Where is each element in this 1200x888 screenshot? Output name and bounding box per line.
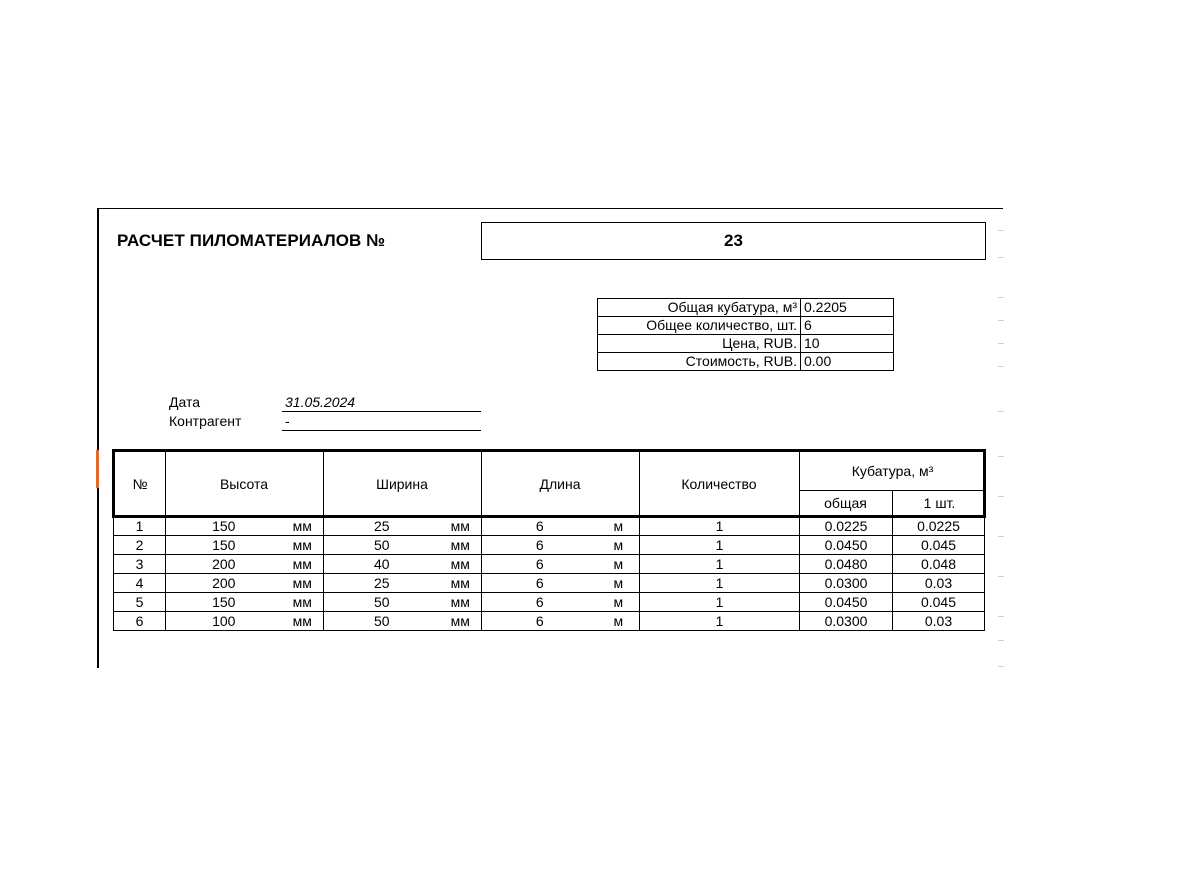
volume-total-value[interactable]: 0.0450	[800, 536, 893, 555]
length-unit[interactable]: м	[598, 593, 640, 612]
row-number[interactable]: 5	[114, 593, 166, 612]
document-number-cell[interactable]	[481, 222, 986, 260]
length-value[interactable]: 6	[482, 536, 598, 555]
width-unit[interactable]: мм	[440, 612, 482, 631]
summary-label: Общая кубатура, м³	[598, 299, 801, 317]
counterparty-label: Контрагент	[169, 413, 242, 429]
summary-label: Стоимость, RUB.	[598, 353, 801, 371]
quantity-value[interactable]: 1	[640, 574, 800, 593]
length-value[interactable]: 6	[482, 593, 598, 612]
width-unit[interactable]: мм	[440, 593, 482, 612]
volume-unit-value[interactable]: 0.048	[893, 555, 985, 574]
summary-row	[598, 353, 894, 371]
header-volume-unit: 1 шт.	[923, 495, 956, 511]
length-value[interactable]: 6	[482, 517, 598, 536]
table-row	[114, 574, 985, 593]
length-unit[interactable]: м	[598, 574, 640, 593]
row-number[interactable]: 6	[114, 612, 166, 631]
height-unit[interactable]: мм	[282, 574, 324, 593]
height-unit[interactable]: мм	[282, 612, 324, 631]
summary-value[interactable]: 0.00	[801, 353, 894, 371]
summary-row	[598, 299, 894, 317]
summary-row	[598, 335, 894, 353]
volume-total-value[interactable]: 0.0300	[800, 612, 893, 631]
header-volume: Кубатура, м³	[851, 463, 934, 479]
table-row	[114, 555, 985, 574]
quantity-value[interactable]: 1	[640, 612, 800, 631]
volume-unit-value[interactable]: 0.03	[893, 574, 985, 593]
quantity-value[interactable]: 1	[640, 517, 800, 536]
header-height: Высота	[219, 475, 269, 492]
volume-unit-value[interactable]: 0.03	[893, 612, 985, 631]
summary-row	[598, 317, 894, 335]
row-number[interactable]: 2	[114, 536, 166, 555]
height-unit[interactable]: мм	[282, 517, 324, 536]
width-value[interactable]: 50	[324, 536, 440, 555]
width-value[interactable]: 40	[324, 555, 440, 574]
quantity-value[interactable]: 1	[640, 555, 800, 574]
height-value[interactable]: 150	[166, 536, 282, 555]
width-unit[interactable]: мм	[440, 574, 482, 593]
counterparty-field[interactable]: -	[282, 413, 481, 431]
summary-label: Общее количество, шт.	[598, 317, 801, 335]
summary-label: Цена, RUB.	[598, 335, 801, 353]
volume-total-value[interactable]: 0.0300	[800, 574, 893, 593]
length-unit[interactable]: м	[598, 517, 640, 536]
page-break-ticks	[998, 230, 1006, 680]
summary-value[interactable]: 6	[801, 317, 894, 335]
width-unit[interactable]: мм	[440, 517, 482, 536]
width-value[interactable]: 25	[324, 517, 440, 536]
lumber-table	[113, 517, 985, 631]
summary-table	[597, 298, 894, 371]
height-unit[interactable]: мм	[282, 536, 324, 555]
width-unit[interactable]: мм	[440, 536, 482, 555]
row-number[interactable]: 4	[114, 574, 166, 593]
header-quantity: Количество	[681, 475, 757, 492]
length-value[interactable]: 6	[482, 574, 598, 593]
row-number[interactable]: 1	[114, 517, 166, 536]
cell-cursor-marker	[96, 450, 99, 488]
height-value[interactable]: 200	[166, 574, 282, 593]
summary-value[interactable]: 10	[801, 335, 894, 353]
header-volume-total: общая	[824, 495, 867, 511]
document-number: 23	[724, 231, 743, 250]
table-header	[112, 449, 986, 518]
height-value[interactable]: 150	[166, 517, 282, 536]
length-value[interactable]: 6	[482, 612, 598, 631]
height-unit[interactable]: мм	[282, 593, 324, 612]
length-unit[interactable]: м	[598, 555, 640, 574]
width-value[interactable]: 25	[324, 574, 440, 593]
table-row	[114, 517, 985, 536]
height-value[interactable]: 200	[166, 555, 282, 574]
sheet-top-border	[98, 208, 1003, 209]
length-value[interactable]: 6	[482, 555, 598, 574]
date-field[interactable]: 31.05.2024	[282, 394, 481, 412]
header-num: №	[132, 475, 148, 492]
summary-value[interactable]: 0.2205	[801, 299, 894, 317]
height-unit[interactable]: мм	[282, 555, 324, 574]
volume-unit-value[interactable]: 0.045	[893, 593, 985, 612]
date-label: Дата	[169, 394, 201, 410]
height-value[interactable]: 150	[166, 593, 282, 612]
volume-total-value[interactable]: 0.0480	[800, 555, 893, 574]
width-value[interactable]: 50	[324, 593, 440, 612]
length-unit[interactable]: м	[598, 536, 640, 555]
quantity-value[interactable]: 1	[640, 536, 800, 555]
volume-total-value[interactable]: 0.0225	[800, 517, 893, 536]
header-length: Длина	[539, 475, 581, 492]
document-title: РАСЧЕТ ПИЛОМАТЕРИАЛОВ №	[117, 231, 386, 250]
sheet-left-border	[97, 208, 99, 668]
volume-unit-value[interactable]: 0.0225	[893, 517, 985, 536]
table-row	[114, 536, 985, 555]
width-value[interactable]: 50	[324, 612, 440, 631]
width-unit[interactable]: мм	[440, 555, 482, 574]
length-unit[interactable]: м	[598, 612, 640, 631]
table-row	[114, 593, 985, 612]
header-width: Ширина	[376, 475, 428, 492]
volume-unit-value[interactable]: 0.045	[893, 536, 985, 555]
quantity-value[interactable]: 1	[640, 593, 800, 612]
height-value[interactable]: 100	[166, 612, 282, 631]
volume-total-value[interactable]: 0.0450	[800, 593, 893, 612]
table-row	[114, 612, 985, 631]
row-number[interactable]: 3	[114, 555, 166, 574]
